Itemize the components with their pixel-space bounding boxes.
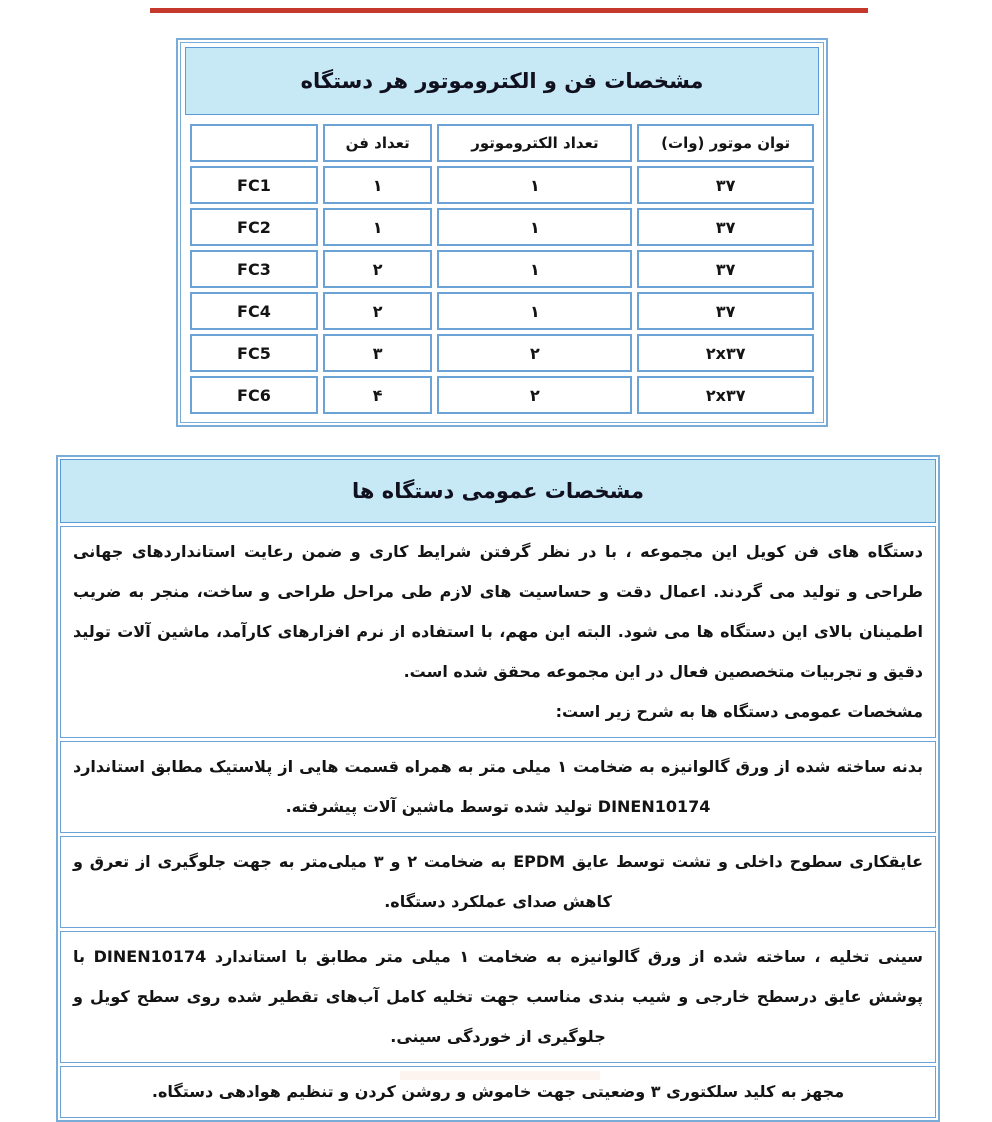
cell-power: ۲x۳۷ [637,334,814,372]
cell-motors: ۲ [437,334,632,372]
cell-power: ۳۷ [637,250,814,288]
cell-fans: ۱ [323,166,433,204]
top-red-divider [150,8,868,13]
header-cell-motor-count: تعداد الکتروموتور [437,124,632,162]
table-row [190,334,814,372]
cell-motors: ۱ [437,292,632,330]
fan-motor-table-inner [180,42,824,423]
cell-fans: ۲ [323,250,433,288]
specs-intro-footer: مشخصات عمومی دستگاه ها به شرح زیر است: [555,702,923,721]
table-header-row [190,124,814,162]
cell-model: FC6 [190,376,318,414]
cell-motors: ۲ [437,376,632,414]
table-row [190,292,814,330]
spec-item-insulation: عایقکاری سطوح داخلی و تشت توسط عایق EPDM به ضخامت ۲ و ۳ میلی‌متر به جهت جلوگیری از تعرق و کاهش صدای عملکرد دستگاه. [60,836,936,928]
general-specs-title: مشخصات عمومی دستگاه ها [60,459,936,523]
cell-power: ۳۷ [637,292,814,330]
cell-model: FC3 [190,250,318,288]
table-row [190,208,814,246]
cell-model: FC1 [190,166,318,204]
specs-intro-box [60,526,936,738]
cell-motors: ۱ [437,208,632,246]
cell-power: ۳۷ [637,208,814,246]
header-cell-fan-count: تعداد فن [323,124,433,162]
table-row [190,166,814,204]
general-specs-panel [56,455,940,1122]
cell-model: FC4 [190,292,318,330]
spec-item-body: بدنه ساخته شده از ورق گالوانیزه به ضخامت ۱ میلی متر به همراه قسمت هایی از پلاستیک مطابق استاندارد DINEN10174 تولید شده توسط ماشین آلات پیشرفته. [60,741,936,833]
cell-power: ۳۷ [637,166,814,204]
fan-motor-table-panel [176,38,828,427]
cell-fans: ۴ [323,376,433,414]
spec-item-drain-pan: سینی تخلیه ، ساخته شده از ورق گالوانیزه به ضخامت ۱ میلی متر مطابق با استاندارد DINEN10174 با پوشش عایق درسطح خارجی و شیب بندی مناسب جهت تخلیه کامل آب‌های تقطیر شده روی سطح کویل و جلوگیری از خوردگی سینی. [60,931,936,1063]
cell-model: FC5 [190,334,318,372]
cell-motors: ۱ [437,166,632,204]
cell-power: ۲x۳۷ [637,376,814,414]
cell-fans: ۱ [323,208,433,246]
specs-intro-text: دستگاه های فن کویل این مجموعه ، با در نظر گرفتن شرایط کاری و ضمن رعایت استانداردهای جهانی طراحی و تولید می گردند. اعمال دقت و حساسیت های لازم طی مراحل طراحی و ساخت، منجر به ضریب اطمینان بالای این دستگاه ها می شود. البته این مهم، با استفاده از نرم افزارهای کارآمد، ماشین آلات تولید دقیق و تجربیات متخصصین فعال در این مجموعه محقق شده است. [73,542,923,681]
cell-fans: ۳ [323,334,433,372]
cell-fans: ۲ [323,292,433,330]
header-cell-model [190,124,318,162]
fan-motor-table [185,120,819,418]
bottom-page-artifact [400,1071,600,1080]
cell-model: FC2 [190,208,318,246]
cell-motors: ۱ [437,250,632,288]
fan-motor-table-title: مشخصات فن و الکتروموتور هر دستگاه [185,47,819,115]
header-cell-motor-power: توان موتور (وات) [637,124,814,162]
table-row [190,376,814,414]
table-row [190,250,814,288]
spec-item-selector-switch: مجهز به کلید سلکتوری ۳ وضعیتی جهت خاموش و روشن کردن و تنظیم هوادهی دستگاه. [60,1066,936,1118]
